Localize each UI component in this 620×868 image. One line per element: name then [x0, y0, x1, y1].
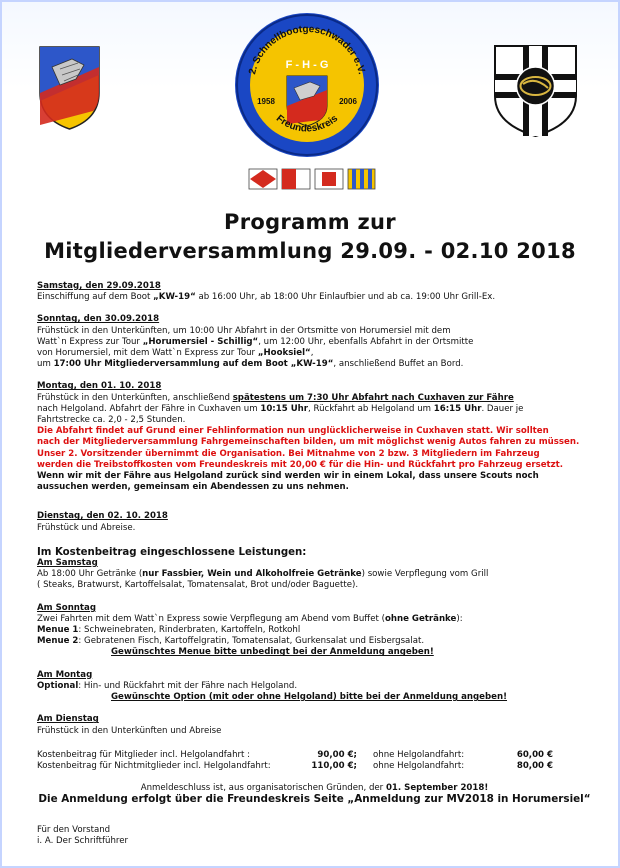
cost-price: 110,00 €; — [311, 760, 357, 771]
montag-line3: Fahrtstrecke ca. 2,0 - 2,5 Stunden. — [37, 415, 186, 426]
cost-label: Kostenbeitrag für Nichtmitglieder incl. Helgolandfahrt: — [37, 760, 271, 771]
menue2-text: : Gebratenen Fisch, Kartoffelgratin, Tomatensalat, Gurkensalat und Eisbergsalat. — [78, 636, 425, 647]
sonntag-line4-c: , anschließend Buffet an Bord. — [333, 359, 464, 370]
montag-line2 — [37, 404, 592, 415]
montag-red-line2: nach der Mitgliederversammlung Fahrgemeinschaften bilden, um mit möglichst wenig Autos fahren zu müssen. — [37, 437, 580, 448]
leistungen-samstag-line1-a: Ab 18:00 Uhr Getränke ( — [37, 569, 143, 580]
seal-arc-text: 2. Schnellbootgeschwader e.V. — [247, 23, 367, 76]
leistungen-samstag-heading: Am Samstag — [37, 558, 98, 569]
seal-year-right: 2006 — [339, 97, 357, 106]
seal-initials: F - H - G — [285, 59, 329, 71]
program-content — [37, 281, 592, 847]
signature-block — [37, 825, 592, 847]
sonntag-line3-a: von Horumersiel, mit dem Watt`n Express zur Tour — [37, 348, 258, 359]
montag-line1-a: Frühstück in den Unterkünften, anschließend — [37, 392, 233, 403]
cost-row-nonmembers — [37, 761, 592, 772]
menue-note: Gewünschtes Menue bitte unbedingt bei der Anmeldung angeben! — [111, 647, 434, 658]
montag-red-line4: werden die Treibstoffkosten vom Freundeskreis mit 20,00 € für die Hin- und Rückfahrt pro Fahrzeug ersetzt. — [37, 459, 564, 470]
left-crest-logo — [38, 45, 101, 131]
sonntag-tour2: „Hooksiel“ — [257, 348, 311, 359]
samstag-heading: Samstag, den 29.09.2018 — [37, 281, 161, 291]
cost-alt-price: 80,00 € — [516, 760, 553, 771]
cost-price: 90,00 €; — [317, 749, 357, 760]
leistungen-dienstag-line1: Frühstück in den Unterkünften und Abreise — [37, 725, 222, 736]
montag-ferry-time: 10:15 Uhr — [260, 403, 309, 414]
optional-label: Optional — [37, 680, 79, 691]
sonntag-line3-c: , — [310, 348, 314, 359]
montag-departure: spätestens um 7:30 Uhr Abfahrt nach Cuxhaven zur Fähre — [232, 392, 514, 403]
cost-alt-label: ohne Helgolandfahrt: — [373, 749, 465, 760]
page-title-line1: Programm zur — [224, 210, 396, 234]
montag-return-time: 16:15 Uhr — [433, 403, 482, 414]
leistungen-samstag-line2: ( Steaks, Bratwurst, Kartoffelsalat, Tomatensalat, Brot und/oder Baguette). — [37, 580, 359, 591]
samstag-text-b: ab 16:00 Uhr, ab 18:00 Uhr Einlaufbier und ab ca. 19:00 Uhr Grill-Ex. — [195, 292, 496, 303]
deadline-text: Anmeldeschluss ist, aus organisatorischen Gründen, der — [140, 783, 386, 794]
cost-alt-price: 60,00 € — [516, 749, 553, 760]
montag-red-line3: Unser 2. Vorsitzender übernimmt die Organisation. Bei Mitnahme von 2 bzw. 3 Mitgliedern im Fahrzeug — [37, 448, 540, 459]
leistungen-heading: Im Kostenbeitrag eingeschlossene Leistungen: — [37, 546, 307, 558]
cost-label: Kostenbeitrag für Mitglieder incl. Helgolandfahrt : — [37, 749, 251, 760]
optional-line — [37, 681, 592, 692]
samstag-text-a: Einschiffung auf dem Boot — [37, 292, 154, 303]
leistungen-sonntag-line1-c: ): — [456, 613, 463, 624]
dienstag-heading: Dienstag, den 02. 10. 2018 — [37, 511, 168, 522]
freundeskreis-seal-logo — [232, 10, 382, 160]
sonntag-line2-c: , um 12:00 Uhr, ebenfalls Abfahrt in der Ortsmitte — [258, 336, 474, 347]
registration-note: Die Anmeldung erfolgt über die Freundeskreis Seite „Anmeldung zur MV2018 in Horumersiel“ — [38, 793, 591, 806]
sonntag-line4 — [37, 359, 592, 370]
leistungen-samstag-line1 — [37, 569, 592, 580]
montag-line2-e: . Dauer je — [481, 403, 524, 414]
sonntag-line2-a: Watt`n Express zur Tour — [37, 336, 143, 347]
cost-row-members — [37, 750, 592, 761]
leistungen-dienstag-heading: Am Dienstag — [37, 714, 99, 725]
sonntag-line4-a: um — [37, 359, 54, 370]
option-note: Gewünschte Option (mit oder ohne Helgoland) bitte bei der Anmeldung angeben! — [111, 692, 508, 703]
leistungen-samstag-line1-c: ) sowie Verpflegung vom Grill — [361, 569, 489, 580]
cost-table — [37, 750, 592, 772]
sonntag-mv-time: 17:00 Uhr Mitgliederversammlung auf dem Boot „KW-19“ — [53, 359, 334, 370]
leistungen-sonntag-line1 — [37, 614, 592, 625]
montag-bold-line2: aussuchen werden, gemeinsam ein Abendessen zu uns nehmen. — [37, 482, 349, 493]
sonntag-line3 — [37, 348, 592, 359]
signature-line1: Für den Vorstand — [37, 824, 111, 835]
montag-line2-a: nach Helgoland. Abfahrt der Fähre in Cuxhaven um — [37, 403, 261, 414]
montag-heading: Montag, den 01. 10. 2018 — [37, 381, 162, 392]
leistungen-sonntag-line1-a: Zwei Fahrten mit dem Watt`n Express sowie Verpflegung am Abend vom Buffet ( — [37, 613, 385, 624]
right-crest-logo — [493, 44, 578, 138]
leistungen-no-drinks: ohne Getränke — [384, 613, 457, 624]
montag-line1 — [37, 393, 592, 404]
menue1-label: Menue 1 — [37, 625, 79, 636]
deadline-date: 01. September 2018! — [385, 783, 489, 794]
menue1-line — [37, 625, 592, 636]
leistungen-drinks: nur Fassbier, Wein und Alkoholfreie Getränke — [142, 569, 362, 580]
menue2-line — [37, 636, 592, 647]
montag-line2-c: , Rückfahrt ab Helgoland um — [308, 403, 434, 414]
sonntag-line2 — [37, 337, 592, 348]
seal-bottom-text: Freundeskreis — [273, 113, 341, 135]
samstag-text — [37, 292, 592, 303]
montag-bold-line1: Wenn wir mit der Fähre aus Helgoland zurück sind werden wir in einem Lokal, dass unsere Scouts noch — [37, 471, 539, 482]
sonntag-line1: Frühstück in den Unterkünften, um 10:00 Uhr Abfahrt in der Ortsmitte von Horumersiel mit dem — [37, 325, 451, 336]
leistungen-sonntag-heading: Am Sonntag — [37, 602, 96, 613]
page-title-line2: Mitgliederversammlung 29.09. - 02.10 2018 — [44, 239, 576, 263]
menue1-text: : Schweinebraten, Rinderbraten, Kartoffeln, Rotkohl — [78, 625, 301, 636]
cost-alt-label: ohne Helgolandfahrt: — [373, 760, 465, 771]
sonntag-tour1: „Horumersiel - Schillig“ — [142, 336, 259, 347]
leistungen-montag-heading: Am Montag — [37, 669, 93, 680]
optional-text: : Hin- und Rückfahrt mit der Fähre nach Helgoland. — [78, 680, 298, 691]
signature-line2: i. A. Der Schriftführer — [37, 835, 129, 846]
montag-red-line1: Die Abfahrt findet auf Grund einer Fehlinformation nun unglücklicherweise in Cuxhaven statt. Wir sollten — [37, 426, 549, 437]
menue2-label: Menue 2 — [37, 636, 79, 647]
seal-year-left: 1958 — [257, 97, 275, 106]
sonntag-heading: Sonntag, den 30.09.2018 — [37, 314, 160, 325]
samstag-boat: „KW-19“ — [153, 292, 196, 303]
dienstag-line1: Frühstück und Abreise. — [37, 522, 136, 533]
signal-flags-graphic — [248, 168, 376, 190]
